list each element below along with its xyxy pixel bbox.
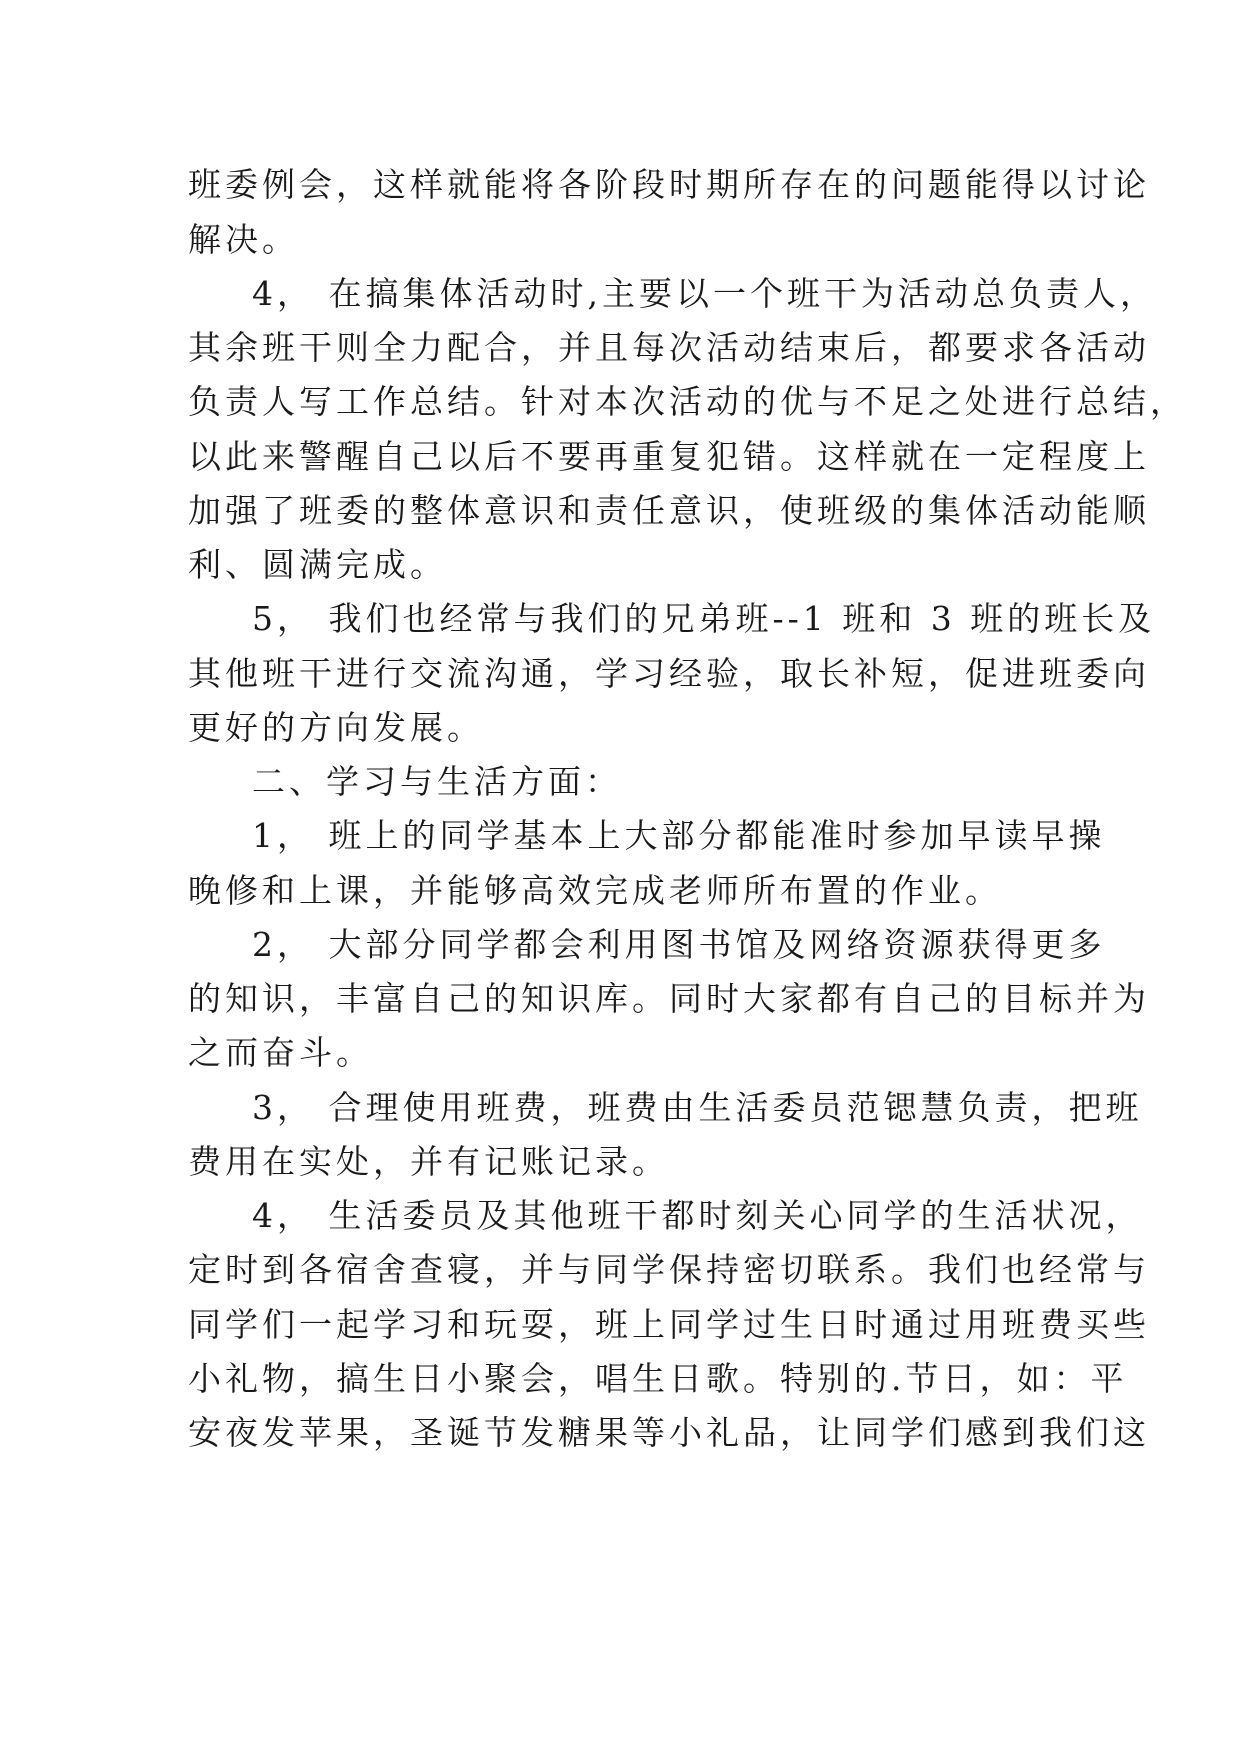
text-line: 其余班干则全力配合，并且每次活动结束后，都要求各活动	[188, 328, 1150, 367]
text-line: 负责人写工作总结。针对本次活动的优与不足之处进行总结，	[188, 382, 1187, 421]
text-line: 2， 大部分同学都会利用图书馆及网络资源获得更多	[252, 925, 1106, 964]
text-line: 班委例会，这样就能将各阶段时期所存在的问题能得以讨论	[188, 165, 1150, 204]
text-line: 晚修和上课，并能够高效完成老师所布置的作业。	[188, 871, 1002, 910]
text-line: 费用在实处，并有记账记录。	[188, 1142, 669, 1181]
text-line: 安夜发苹果，圣诞节发糖果等小礼品，让同学们感到我们这	[188, 1413, 1150, 1452]
text-line: 同学们一起学习和玩耍，班上同学过生日时通过用班费买些	[188, 1305, 1150, 1344]
text-line: 4， 生活委员及其他班干都时刻关心同学的生活状况，	[252, 1196, 1143, 1235]
text-line: 之而奋斗。	[188, 1033, 373, 1072]
section-heading: 二、学习与生活方面：	[252, 762, 622, 801]
text-line: 3， 合理使用班费，班费由生活委员范锶慧负责，把班	[252, 1088, 1143, 1127]
text-line: 4， 在搞集体活动时,主要以一个班干为活动总负责人，	[252, 274, 1157, 313]
text-line: 以此来警醒自己以后不要再重复犯错。这样就在一定程度上	[188, 437, 1150, 476]
text-line: 其他班干进行交流沟通，学习经验，取长补短，促进班委向	[188, 654, 1150, 693]
text-line: 更好的方向发展。	[188, 708, 484, 747]
text-line: 1， 班上的同学基本上大部分都能准时参加早读早操	[252, 816, 1106, 855]
text-line: 的知识，丰富自己的知识库。同时大家都有自己的目标并为	[188, 979, 1150, 1018]
text-line: 解决。	[188, 220, 299, 259]
text-line: 加强了班委的整体意识和责任意识，使班级的集体活动能顺	[188, 491, 1150, 530]
text-line: 定时到各宿舍查寝，并与同学保持密切联系。我们也经常与	[188, 1250, 1150, 1289]
text-line: 利、圆满完成。	[188, 545, 447, 584]
text-line: 小礼物，搞生日小聚会，唱生日歌。特别的.节日，如：平	[188, 1359, 1128, 1398]
text-line: 5， 我们也经常与我们的兄弟班--1 班和 3 班的班长及	[252, 599, 1156, 638]
